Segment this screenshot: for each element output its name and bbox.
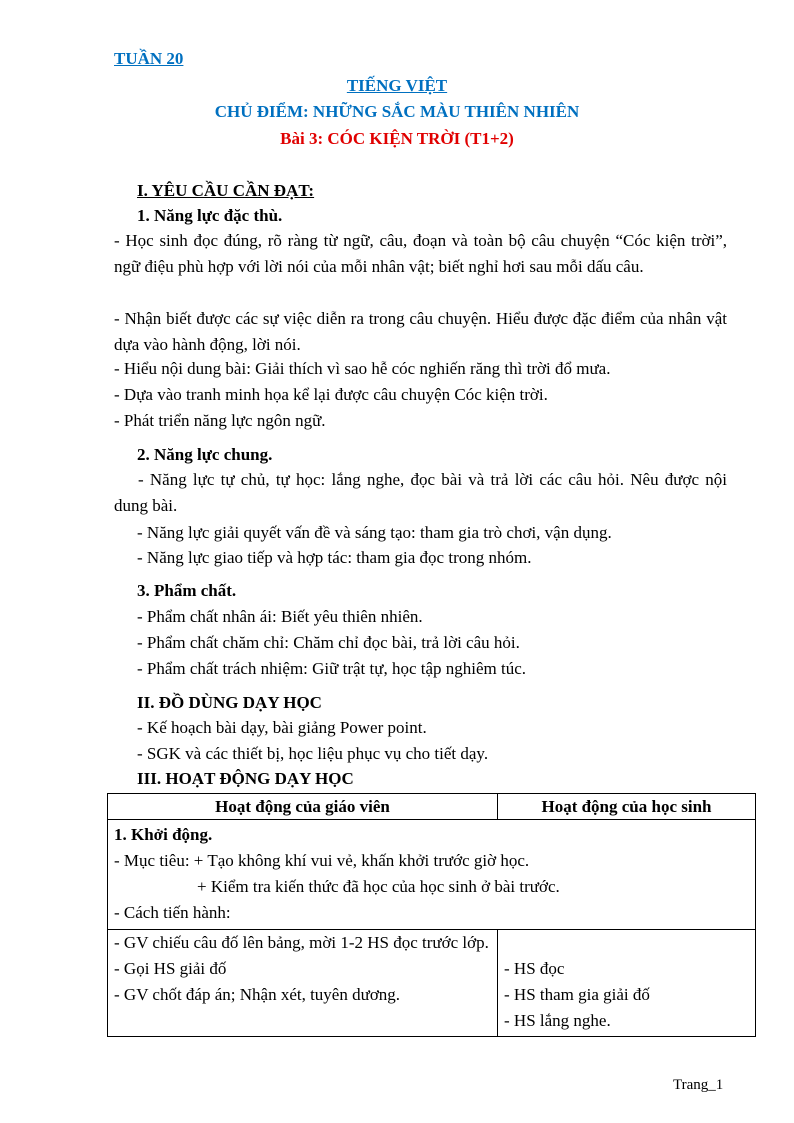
sub2-item-3: - Năng lực giao tiếp và hợp tác: tham gia đọc trong nhóm.	[137, 548, 532, 567]
student-step-1: - HS đọc	[504, 959, 565, 978]
goal-line-2: + Kiểm tra kiến thức đã học của học sinh ở bài trước.	[197, 877, 560, 896]
teacher-step-2: - Gọi HS giải đố	[114, 959, 227, 978]
sub1-item-5: - Phát triển năng lực ngôn ngữ.	[114, 411, 326, 430]
section3-heading: III. HOẠT ĐỘNG DẠY HỌC	[137, 769, 354, 788]
method-line: - Cách tiến hành:	[114, 903, 231, 922]
table-header-row	[108, 794, 756, 820]
teacher-step-3: - GV chốt đáp án; Nhận xét, tuyên dương.	[114, 985, 401, 1004]
week-label: TUẦN 20	[114, 49, 184, 68]
sub1-item-4: - Dựa vào tranh minh họa kể lại được câu chuyện Cóc kiện trời.	[114, 385, 548, 404]
teacher-step-1: - GV chiếu câu đố lên bảng, mời 1-2 HS đọc trước lớp.	[114, 933, 489, 952]
student-step-3: - HS lắng nghe.	[504, 1011, 611, 1030]
sub3-item-1: - Phẩm chất nhân ái: Biết yêu thiên nhiên.	[137, 607, 423, 626]
sub1-item-1: - Học sinh đọc đúng, rõ ràng từ ngữ, câu, đoạn và toàn bộ câu chuyện “Cóc kiện trời”, ngữ điệu phù hợp với lời nói của mỗi nhân vật; biết nghỉ hơi sau mỗi dấu câu.	[114, 231, 727, 276]
theme-title: CHỦ ĐIỂM: NHỮNG SẮC MÀU THIÊN NHIÊN	[214, 102, 580, 121]
lesson-title: Bài 3: CÓC KIỆN TRỜI (T1+2)	[280, 129, 514, 148]
goal-line-1: - Mục tiêu: + Tạo không khí vui vẻ, khấn khởi trước giờ học.	[114, 851, 530, 870]
sub3-heading: 3. Phẩm chất.	[137, 581, 237, 600]
warmup-title: 1. Khởi động.	[114, 825, 213, 844]
table-row	[108, 820, 756, 930]
table-row	[108, 930, 756, 1037]
student-activity-cell	[498, 930, 756, 1037]
sub2-item-1: - Năng lực tự chủ, tự học: lắng nghe, đọc bài và trả lời các câu hỏi. Nêu được nội dung bài.	[114, 470, 727, 515]
section1-heading: I. YÊU CẦU CẦN ĐẠT:	[137, 181, 315, 200]
sub2-item-2: - Năng lực giải quyết vấn đề và sáng tạo: tham gia trò chơi, vận dụng.	[137, 523, 612, 542]
student-step-2: - HS tham gia giải đố	[504, 985, 650, 1004]
sub3-item-2: - Phẩm chất chăm chỉ: Chăm chỉ đọc bài, trả lời câu hỏi.	[137, 633, 520, 652]
section2-item-2: - SGK và các thiết bị, học liệu phục vụ cho tiết dạy.	[137, 744, 489, 763]
sub1-heading: 1. Năng lực đặc thù.	[137, 206, 283, 225]
warmup-cell	[108, 820, 756, 930]
activity-table	[107, 793, 756, 1037]
sub2-heading: 2. Năng lực chung.	[137, 445, 273, 464]
page-number: Trang_1	[673, 1077, 724, 1093]
teacher-activity-cell	[108, 930, 498, 1037]
sub3-item-3: - Phẩm chất trách nhiệm: Giữ trật tự, học tập nghiêm túc.	[137, 659, 527, 678]
subject-title: TIẾNG VIỆT	[346, 76, 448, 95]
student-column-header: Hoạt động của học sinh	[498, 794, 756, 820]
sub1-item-3: - Hiểu nội dung bài: Giải thích vì sao hễ cóc nghiến răng thì trời đổ mưa.	[114, 359, 611, 378]
teacher-column-header: Hoạt động của giáo viên	[108, 794, 498, 820]
section2-heading: II. ĐỒ DÙNG DẠY HỌC	[137, 693, 322, 712]
section2-item-1: - Kế hoạch bài dạy, bài giảng Power point.	[137, 718, 427, 737]
sub1-item-2: - Nhận biết được các sự việc diễn ra trong câu chuyện. Hiểu được đặc điểm của nhân vật dựa vào hành động, lời nói.	[114, 309, 727, 354]
